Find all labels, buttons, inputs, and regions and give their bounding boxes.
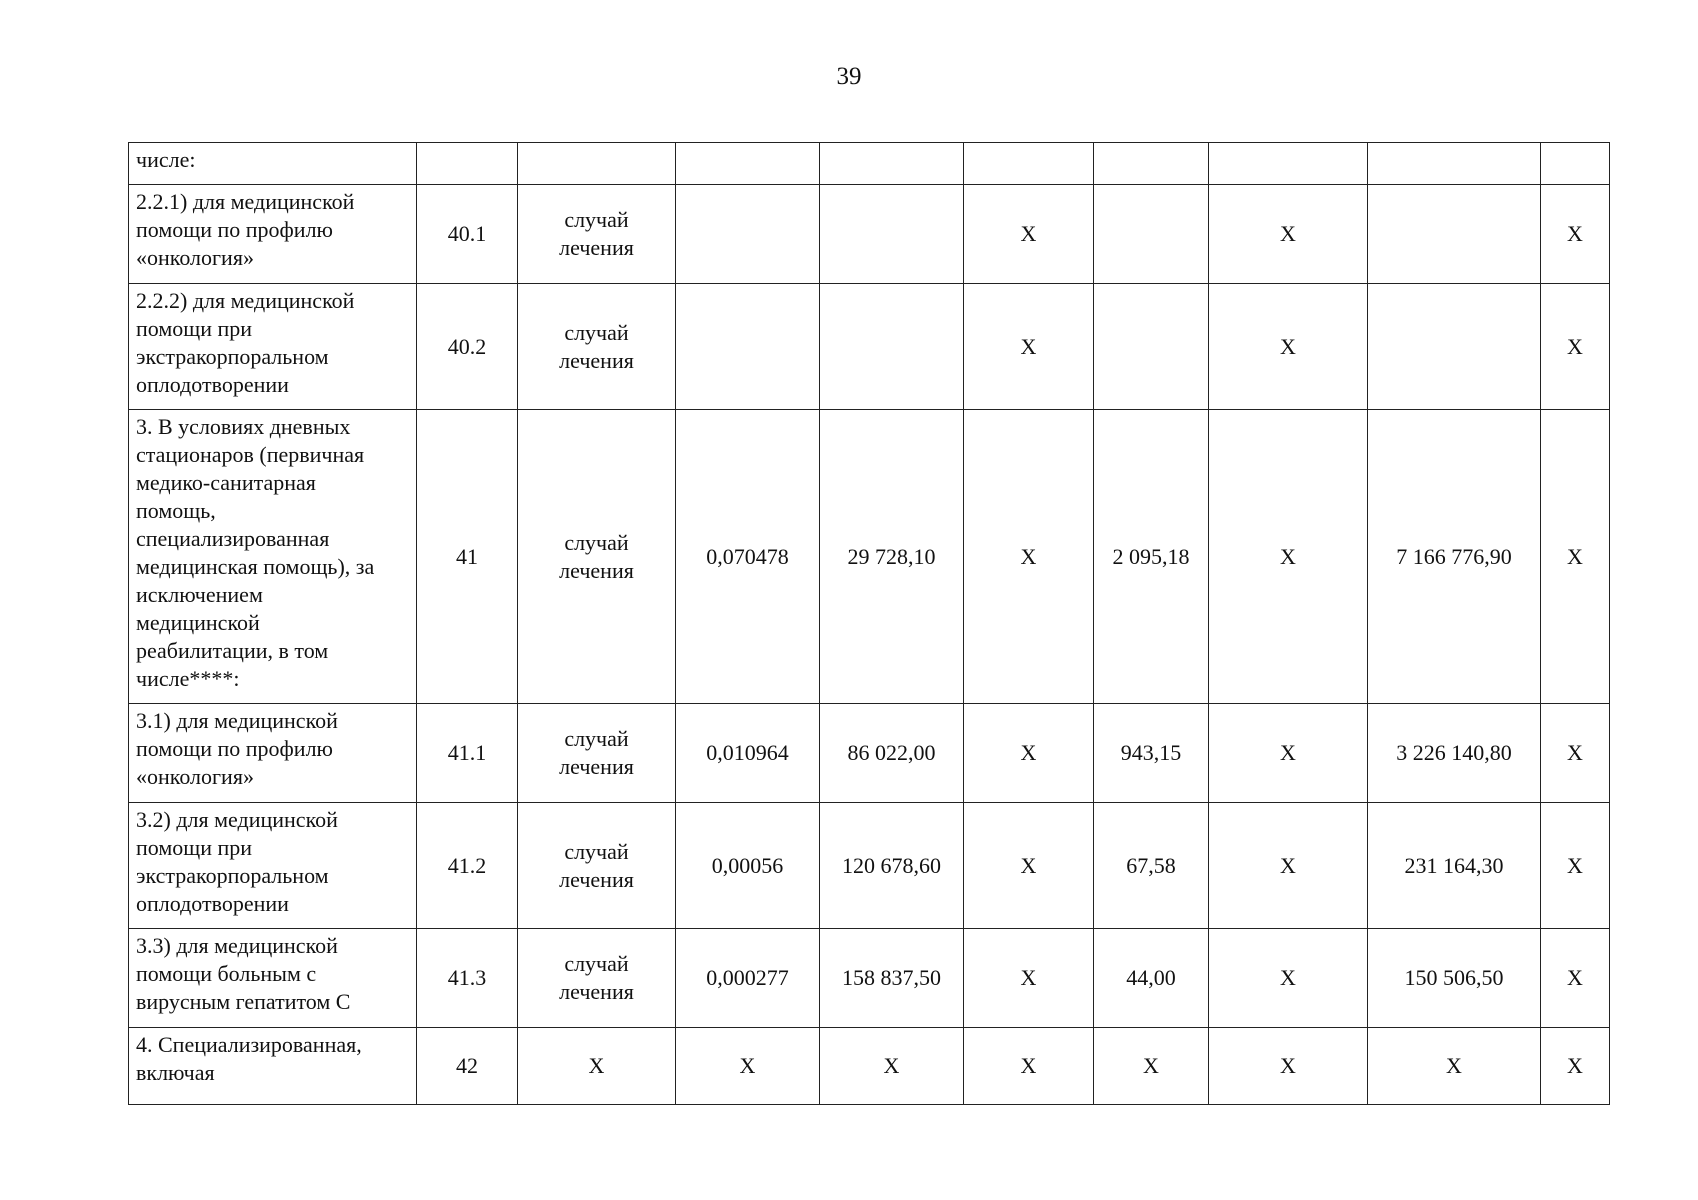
x-cell-2: Х <box>1209 704 1368 803</box>
x-cell-1: Х <box>964 929 1094 1028</box>
table-row <box>129 185 1610 284</box>
table-row <box>129 929 1610 1028</box>
table-body <box>129 143 1610 1105</box>
per-capita-cell: 2 095,18 <box>1094 410 1209 704</box>
financing-table <box>128 142 1610 1105</box>
total-cell: Х <box>1368 1028 1541 1105</box>
row-unit <box>518 143 676 185</box>
table-row <box>129 1028 1610 1105</box>
per-capita-cell: 67,58 <box>1094 803 1209 929</box>
cost-cell: Х <box>820 1028 964 1105</box>
frequency-cell <box>676 284 820 410</box>
cost-cell: 158 837,50 <box>820 929 964 1028</box>
description-line: «онкология» <box>136 764 254 789</box>
unit-line: случай <box>564 529 629 555</box>
cost-cell <box>820 143 964 185</box>
per-capita-cell: 943,15 <box>1094 704 1209 803</box>
x-cell-1: Х <box>964 1028 1094 1105</box>
x-cell-1 <box>964 143 1094 185</box>
x-cell-1: Х <box>964 704 1094 803</box>
table-row <box>129 143 1610 185</box>
description-line: помощи больным с <box>136 961 317 986</box>
x-cell-1: Х <box>964 410 1094 704</box>
description-line: стационаров (первичная <box>136 442 365 467</box>
x-cell-2: Х <box>1209 803 1368 929</box>
x-cell-1: Х <box>964 803 1094 929</box>
row-code: 40.1 <box>417 185 518 284</box>
row-unit <box>518 410 676 704</box>
description-line: оплодотворении <box>136 372 289 397</box>
description-line: оплодотворении <box>136 891 289 916</box>
unit-line: случай <box>564 726 629 751</box>
description-line: медицинской <box>136 610 260 635</box>
x-cell-2: Х <box>1209 185 1368 284</box>
x-cell-3: Х <box>1541 185 1610 284</box>
row-description <box>129 284 417 410</box>
table-row <box>129 704 1610 803</box>
row-description <box>129 704 417 803</box>
total-cell: 231 164,30 <box>1368 803 1541 929</box>
total-cell: 7 166 776,90 <box>1368 410 1541 704</box>
x-cell-1: Х <box>964 284 1094 410</box>
unit-line: лечения <box>559 979 634 1004</box>
x-cell-3: Х <box>1541 1028 1610 1105</box>
row-unit <box>518 1028 676 1105</box>
row-description <box>129 1028 417 1105</box>
unit-line: лечения <box>559 754 634 779</box>
table-row <box>129 284 1610 410</box>
description-line: специализированная <box>136 526 330 551</box>
row-description <box>129 410 417 704</box>
frequency-cell: 0,00056 <box>676 803 820 929</box>
per-capita-cell <box>1094 143 1209 185</box>
description-line: числе****: <box>136 666 240 691</box>
description-line: включая <box>136 1060 215 1085</box>
row-code: 42 <box>417 1028 518 1105</box>
x-cell-3 <box>1541 143 1610 185</box>
row-code: 41.2 <box>417 803 518 929</box>
x-cell-2: Х <box>1209 284 1368 410</box>
unit-line: лечения <box>559 866 634 892</box>
unit-line: лечения <box>559 235 634 260</box>
total-cell: 3 226 140,80 <box>1368 704 1541 803</box>
description-line: помощи по профилю <box>136 217 333 242</box>
cost-cell: 120 678,60 <box>820 803 964 929</box>
description-line: 4. Специализированная, <box>136 1032 362 1057</box>
per-capita-cell <box>1094 284 1209 410</box>
description-line: 2.2.2) для медицинской <box>136 288 355 313</box>
description-line: медицинская помощь), за <box>136 554 375 579</box>
unit-line: лечения <box>559 347 634 373</box>
unit-line: лечения <box>559 557 634 583</box>
row-description <box>129 803 417 929</box>
row-code <box>417 143 518 185</box>
description-line: 3.2) для медицинской <box>136 807 338 832</box>
row-code: 41.3 <box>417 929 518 1028</box>
row-unit <box>518 803 676 929</box>
description-line: 2.2.1) для медицинской <box>136 189 355 214</box>
page-number: 39 <box>836 63 862 90</box>
row-code: 41 <box>417 410 518 704</box>
row-description <box>129 185 417 284</box>
total-cell <box>1368 143 1541 185</box>
unit-line: случай <box>564 319 629 345</box>
description-line: экстракорпоральном <box>136 863 329 888</box>
total-cell <box>1368 185 1541 284</box>
cost-cell <box>820 284 964 410</box>
x-cell-3: Х <box>1541 803 1610 929</box>
row-description <box>129 929 417 1028</box>
description-line: помощи по профилю <box>136 736 333 761</box>
description-line: помощи при <box>136 316 253 341</box>
x-cell-3: Х <box>1541 704 1610 803</box>
unit-line: случай <box>564 838 629 864</box>
description-line: помощи при <box>136 835 253 860</box>
description-line: помощь, <box>136 498 216 523</box>
description-line: «онкология» <box>136 245 254 270</box>
frequency-cell: Х <box>676 1028 820 1105</box>
x-cell-2: Х <box>1209 929 1368 1028</box>
per-capita-cell <box>1094 185 1209 284</box>
description-line: 3.1) для медицинской <box>136 708 338 733</box>
description-line: реабилитации, в том <box>136 638 329 663</box>
x-cell-2 <box>1209 143 1368 185</box>
unit-line: случай <box>564 207 629 232</box>
x-cell-1: Х <box>964 185 1094 284</box>
x-cell-2: Х <box>1209 1028 1368 1105</box>
description-line: вирусным гепатитом С <box>136 989 351 1014</box>
unit-line: Х <box>588 1053 605 1078</box>
x-cell-2: Х <box>1209 410 1368 704</box>
frequency-cell <box>676 185 820 284</box>
frequency-cell: 0,010964 <box>676 704 820 803</box>
row-unit <box>518 185 676 284</box>
description-line: числе: <box>136 147 196 172</box>
description-line: медико-санитарная <box>136 470 316 495</box>
description-line: экстракорпоральном <box>136 344 329 369</box>
x-cell-3: Х <box>1541 929 1610 1028</box>
per-capita-cell: Х <box>1094 1028 1209 1105</box>
total-cell: 150 506,50 <box>1368 929 1541 1028</box>
cost-cell: 86 022,00 <box>820 704 964 803</box>
frequency-cell: 0,000277 <box>676 929 820 1028</box>
row-description <box>129 143 417 185</box>
row-unit <box>518 284 676 410</box>
row-unit <box>518 929 676 1028</box>
cost-cell <box>820 185 964 284</box>
table-row <box>129 410 1610 704</box>
description-line: 3. В условиях дневных <box>136 414 351 439</box>
frequency-cell <box>676 143 820 185</box>
row-code: 41.1 <box>417 704 518 803</box>
per-capita-cell: 44,00 <box>1094 929 1209 1028</box>
description-line: исключением <box>136 582 263 607</box>
x-cell-3: Х <box>1541 284 1610 410</box>
row-unit <box>518 704 676 803</box>
x-cell-3: Х <box>1541 410 1610 704</box>
description-line: 3.3) для медицинской <box>136 933 338 958</box>
table-row <box>129 803 1610 929</box>
unit-line: случай <box>564 951 629 976</box>
total-cell <box>1368 284 1541 410</box>
row-code: 40.2 <box>417 284 518 410</box>
cost-cell: 29 728,10 <box>820 410 964 704</box>
frequency-cell: 0,070478 <box>676 410 820 704</box>
